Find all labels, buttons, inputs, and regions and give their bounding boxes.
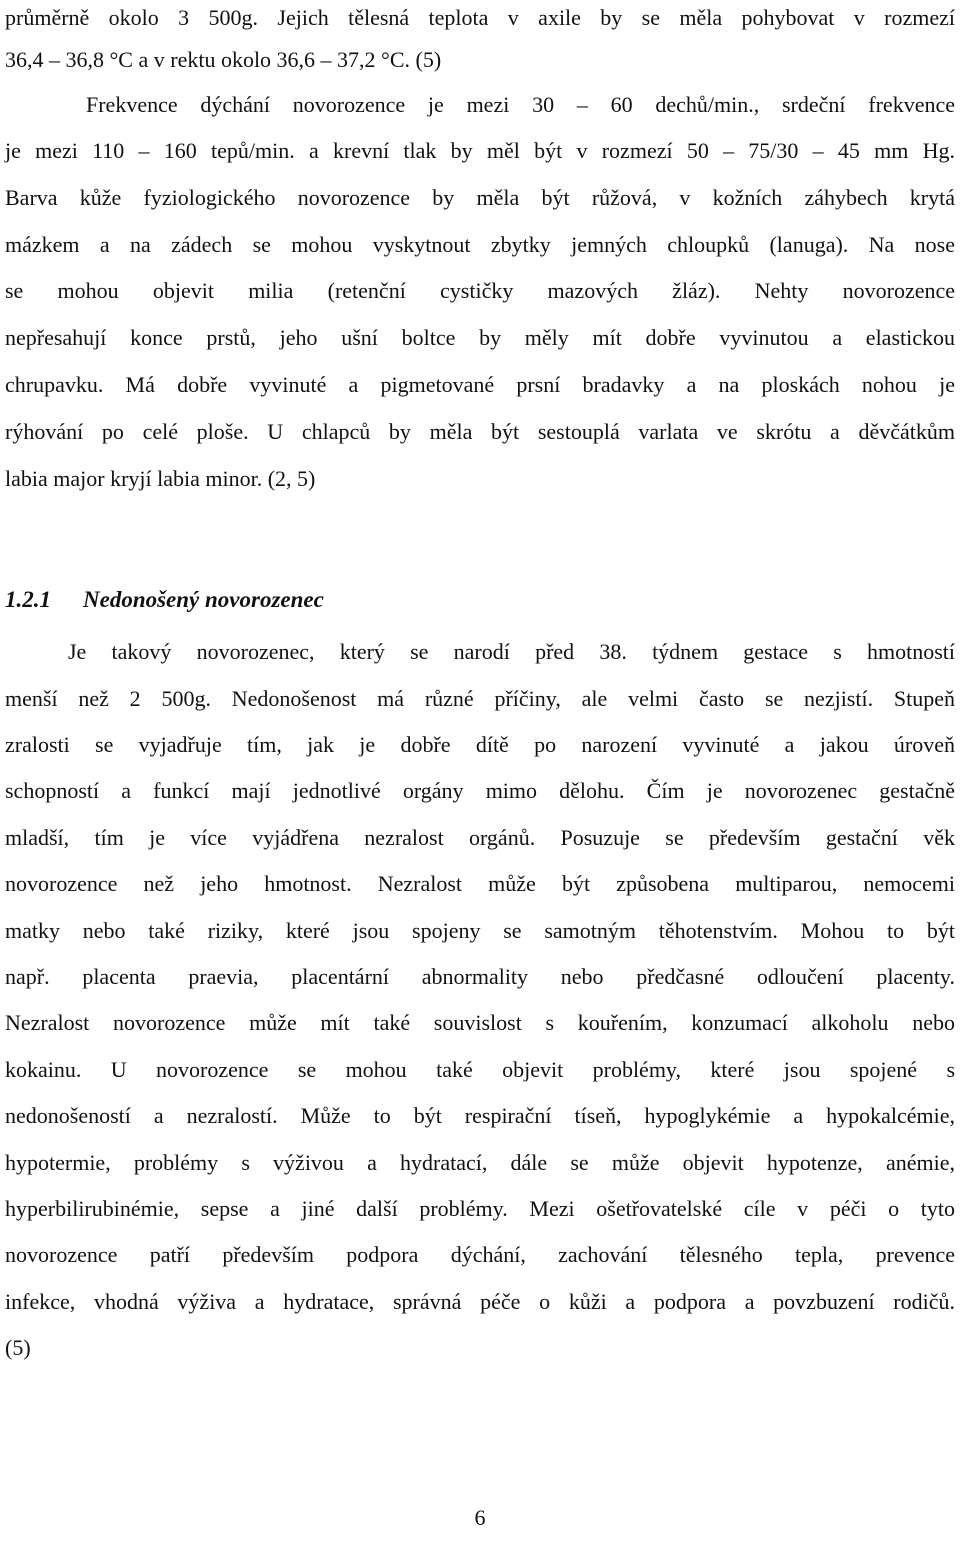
paragraph-line: menší než 2 500g. Nedonošenost má různé příčiny, ale velmi často se nezjistí. Stupeň xyxy=(5,686,955,711)
page-number: 6 xyxy=(474,1505,486,1530)
paragraph-line: labia major kryjí labia minor. (2, 5) xyxy=(5,466,316,491)
paragraph-line: Frekvence dýchání novorozence je mezi 30 – 60 dechů/min., srdeční frekvence xyxy=(86,92,955,117)
paragraph-line: Je takový novorozenec, který se narodí před 38. týdnem gestace s hmotností xyxy=(68,639,955,664)
paragraph-line: matky nebo také riziky, které jsou spojeny se samotným těhotenstvím. Mohou to být xyxy=(5,918,955,943)
paragraph-line: mladší, tím je více vyjádřena nezralost orgánů. Posuzuje se především gestační věk xyxy=(5,825,955,850)
paragraph-line: novorozence než jeho hmotnost. Nezralost může být způsobena multiparou, nemocemi xyxy=(5,871,955,896)
paragraph-line: (5) xyxy=(5,1335,31,1360)
paragraph-line: nedonošeností a nezralostí. Může to být respirační tíseň, hypoglykémie a hypokalcémie, xyxy=(5,1103,955,1128)
paragraph-line: Nezralost novorozence může mít také souvislost s kouřením, konzumací alkoholu nebo xyxy=(5,1010,955,1035)
paragraph-line: je mezi 110 – 160 tepů/min. a krevní tlak by měl být v rozmezí 50 – 75/30 – 45 mm Hg. xyxy=(5,138,955,163)
paragraph-line: novorozence patří především podpora dýchání, zachování tělesného tepla, prevence xyxy=(5,1242,955,1267)
paragraph-line: průměrně okolo 3 500g. Jejich tělesná teplota v axile by se měla pohybovat v rozmezí xyxy=(5,5,955,30)
paragraph-line: 36,4 – 36,8 °C a v rektu okolo 36,6 – 37,2 °C. (5) xyxy=(5,47,442,72)
paragraph-line: hyperbilirubinémie, sepse a jiné další problémy. Mezi ošetřovatelské cíle v péči o tyto xyxy=(5,1196,955,1221)
paragraph-line: hypotermie, problémy s výživou a hydratací, dále se může objevit hypotenze, anémie, xyxy=(5,1150,955,1175)
paragraph-line: mázkem a na zádech se mohou vyskytnout zbytky jemných chloupků (lanuga). Na nose xyxy=(5,232,955,257)
paragraph-line: nepřesahují konce prstů, jeho ušní boltce by měly mít dobře vyvinutou a elastickou xyxy=(5,325,955,350)
paragraph-line: zralosti se vyjadřuje tím, jak je dobře dítě po narození vyvinuté a jakou úroveň xyxy=(5,732,955,757)
paragraph-line: chrupavku. Má dobře vyvinuté a pigmetované prsní bradavky a na ploskách nohou je xyxy=(5,372,955,397)
section-title: Nedonošený novorozenec xyxy=(83,587,324,612)
paragraph-line: např. placenta praevia, placentární abnormality nebo předčasné odloučení placenty. xyxy=(5,964,955,989)
section-number: 1.2.1 xyxy=(5,587,51,612)
paragraph-line: kokainu. U novorozence se mohou také objevit problémy, které jsou spojené s xyxy=(5,1057,955,1082)
paragraph-line: infekce, vhodná výživa a hydratace, správná péče o kůži a podpora a povzbuzení rodičů. xyxy=(5,1289,955,1314)
section-heading xyxy=(5,585,324,615)
paragraph-line: rýhování po celé ploše. U chlapců by měla být sestouplá varlata ve skrótu a děvčátkům xyxy=(5,419,955,444)
paragraph-line: se mohou objevit milia (retenční cystičky mazových žláz). Nehty novorozence xyxy=(5,278,955,303)
paragraph-line: schopností a funkcí mají jednotlivé orgány mimo dělohu. Čím je novorozenec gestačně xyxy=(5,778,955,803)
paragraph-line: Barva kůže fyziologického novorozence by měla být růžová, v kožních záhybech krytá xyxy=(5,185,955,210)
